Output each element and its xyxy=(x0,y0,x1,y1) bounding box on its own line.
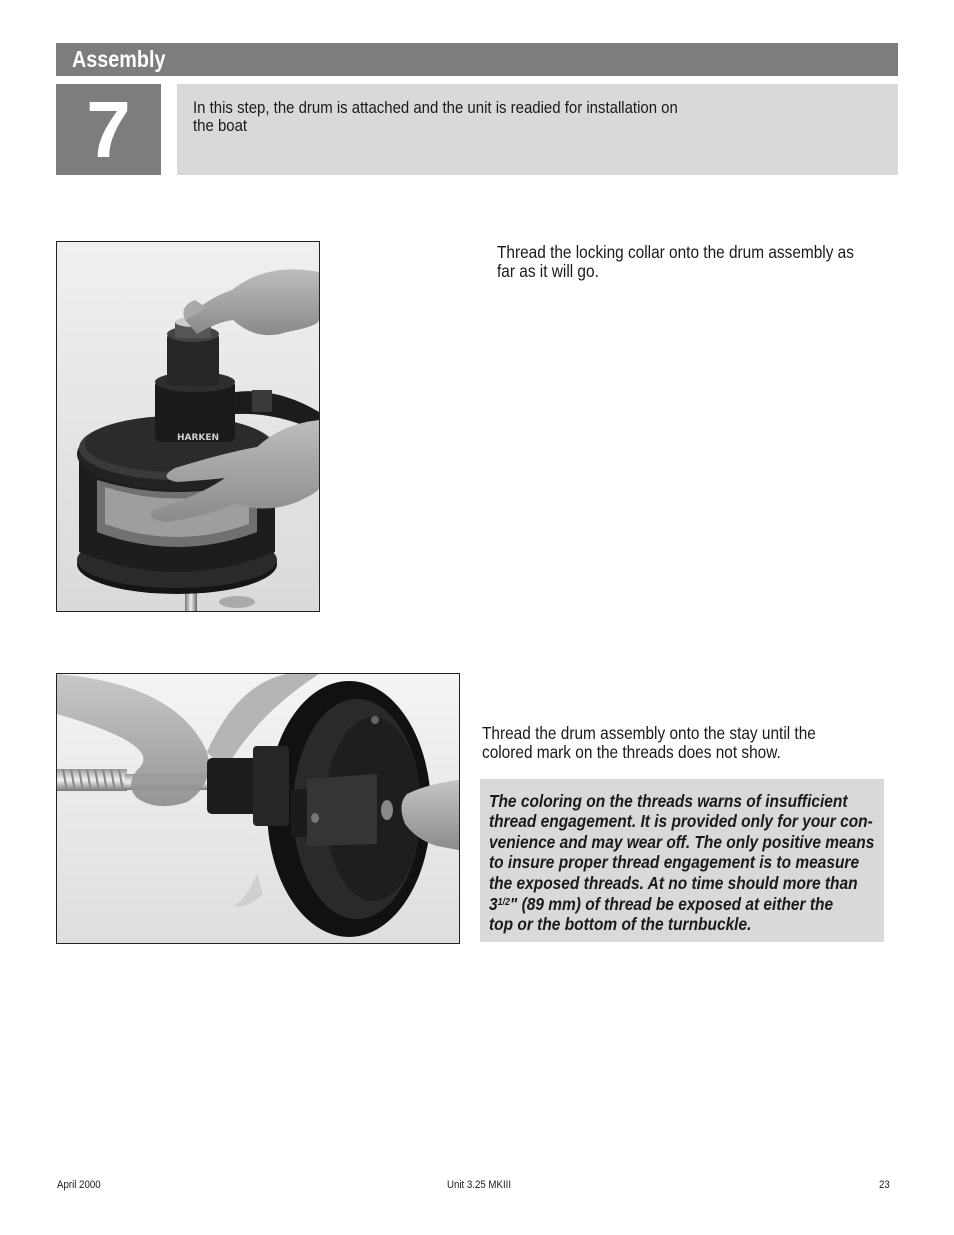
step-intro-text: In this step, the drum is attached and the unit is readied for installation on the boat xyxy=(193,98,678,135)
section-title: Assembly xyxy=(72,46,166,72)
photo-locking-collar xyxy=(56,241,320,612)
step-intro-panel xyxy=(177,84,898,175)
note-measure-rest: " (89 mm) of thread be exposed at either the xyxy=(509,894,834,915)
photo-locking-collar-illustration xyxy=(57,242,319,611)
warning-note-text xyxy=(489,791,883,935)
note-line: The coloring on the threads warns of insufficient xyxy=(489,791,848,811)
step-number: 7 xyxy=(86,85,131,174)
footer-date: April 2000 xyxy=(57,1179,101,1191)
instruction-thread-drum: Thread the drum assembly onto the stay until the colored mark on the threads does not show. xyxy=(482,723,816,762)
note-line: the exposed threads. At no time should more than xyxy=(489,872,858,893)
step-number-box xyxy=(56,84,161,175)
note-line xyxy=(489,893,883,914)
note-line: top or the bottom of the turnbuckle. xyxy=(489,914,752,935)
footer-page-number: 23 xyxy=(879,1179,890,1191)
note-line: to insure proper thread engagement is to measure xyxy=(489,852,860,873)
note-line: thread engagement. It is provided only for your con- xyxy=(489,811,873,832)
photo-drum-on-stay xyxy=(56,673,460,944)
harken-brand-mark: HARKEN xyxy=(177,433,220,443)
note-measure-whole: 3 xyxy=(489,894,498,915)
photo-drum-on-stay-illustration xyxy=(57,674,459,943)
instruction-thread-collar: Thread the locking collar onto the drum assembly as far as it will go. xyxy=(497,242,854,281)
footer-unit: Unit 3.25 MKIII xyxy=(447,1179,512,1191)
note-line: venience and may wear off. The only positive means xyxy=(489,831,875,852)
section-header-bar xyxy=(56,43,898,76)
note-measure-fraction: 1/2 xyxy=(497,897,510,909)
warning-note-panel xyxy=(480,779,884,942)
